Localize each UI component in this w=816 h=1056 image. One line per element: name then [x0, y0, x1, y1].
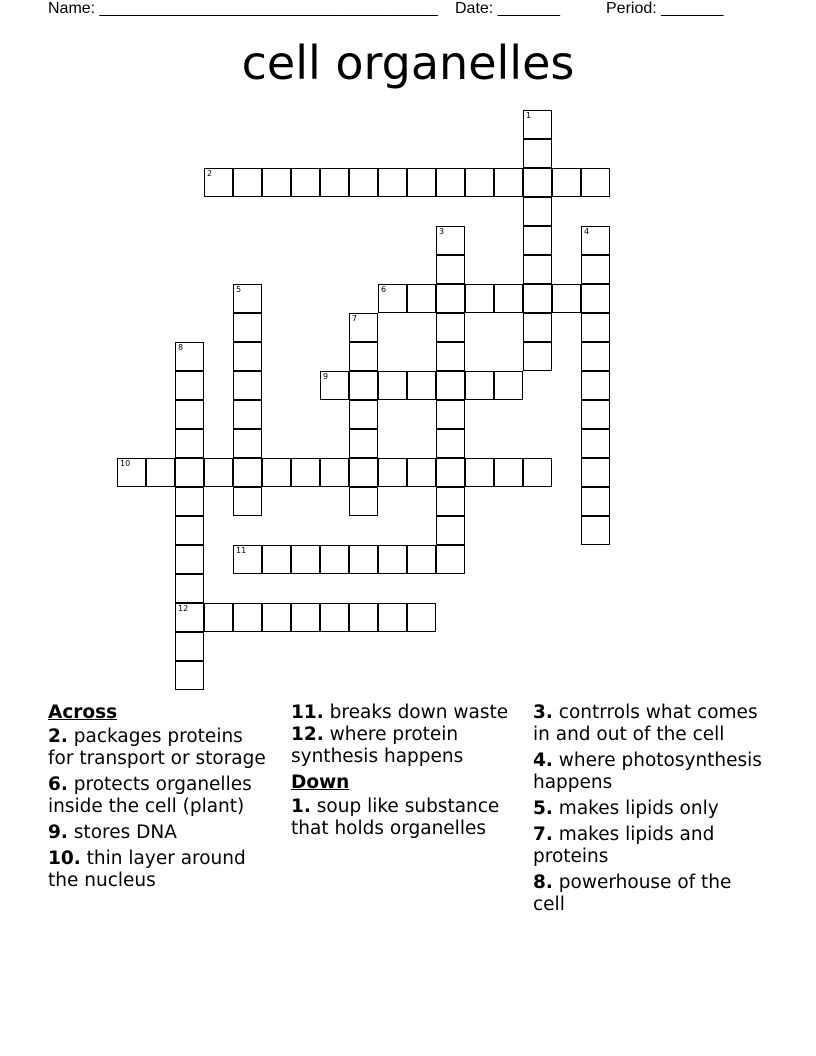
clue-text: stores DNA — [73, 822, 177, 843]
crossword-cell[interactable] — [378, 458, 407, 487]
clue-text: makes lipids only — [558, 798, 719, 819]
crossword-cell[interactable] — [378, 603, 407, 632]
period-field[interactable]: Period: _______ — [606, 0, 724, 17]
crossword-cell[interactable] — [175, 400, 204, 429]
cell-number: 6 — [381, 285, 387, 294]
crossword-cell[interactable] — [523, 458, 552, 487]
crossword-cell[interactable] — [581, 458, 610, 487]
across-clue-12 — [291, 724, 516, 768]
crossword-cell[interactable] — [436, 371, 465, 400]
down-clue-4 — [533, 750, 763, 794]
crossword-cell[interactable] — [581, 226, 610, 255]
clue-number: 3. — [533, 702, 553, 723]
crossword-cell[interactable] — [349, 168, 378, 197]
crossword-cell[interactable] — [494, 168, 523, 197]
down-clue-3 — [533, 702, 763, 746]
crossword-cell[interactable] — [552, 168, 581, 197]
down-clue-5 — [533, 798, 763, 820]
crossword-cell[interactable] — [523, 110, 552, 139]
clue-number: 12. — [291, 724, 324, 745]
crossword-cell[interactable] — [233, 400, 262, 429]
cell-number: 9 — [323, 372, 329, 381]
cell-number: 10 — [120, 459, 131, 468]
crossword-cell[interactable] — [378, 168, 407, 197]
crossword-cell[interactable] — [320, 603, 349, 632]
crossword-cell[interactable] — [175, 574, 204, 603]
crossword-cell[interactable] — [204, 603, 233, 632]
cell-number: 5 — [236, 285, 242, 294]
crossword-cell[interactable] — [349, 603, 378, 632]
crossword-cell[interactable] — [233, 545, 262, 574]
clue-text: soup like substance that holds organelles — [291, 796, 500, 839]
crossword-cell[interactable] — [465, 458, 494, 487]
clues-column-3 — [533, 702, 763, 920]
crossword-cell[interactable] — [262, 168, 291, 197]
clue-text: contrrols what comes in and out of the cell — [533, 702, 758, 745]
across-heading: Across — [48, 702, 118, 723]
crossword-cell[interactable] — [581, 313, 610, 342]
crossword-cell[interactable] — [262, 458, 291, 487]
crossword-cell[interactable] — [436, 313, 465, 342]
crossword-cell[interactable] — [436, 516, 465, 545]
crossword-cell[interactable] — [407, 545, 436, 574]
crossword-cell[interactable] — [407, 371, 436, 400]
crossword-cell[interactable] — [552, 284, 581, 313]
crossword-cell[interactable] — [407, 603, 436, 632]
crossword-cell[interactable] — [581, 284, 610, 313]
down-heading: Down — [291, 772, 350, 793]
crossword-cell[interactable] — [581, 371, 610, 400]
down-clue-7 — [533, 824, 763, 868]
page-title: cell organelles — [241, 36, 575, 90]
crossword-cell[interactable] — [320, 458, 349, 487]
crossword-cell[interactable] — [436, 487, 465, 516]
crossword-cell[interactable] — [204, 458, 233, 487]
crossword-cell[interactable] — [436, 255, 465, 284]
crossword-cell[interactable] — [523, 313, 552, 342]
crossword-cell[interactable] — [523, 168, 552, 197]
crossword-cell[interactable] — [233, 603, 262, 632]
crossword-cell[interactable] — [349, 313, 378, 342]
crossword-cell[interactable] — [175, 632, 204, 661]
crossword-cell[interactable] — [349, 371, 378, 400]
cell-number: 11 — [236, 546, 247, 555]
crossword-cell[interactable] — [291, 603, 320, 632]
name-field[interactable]: Name: ______________________________________ — [48, 0, 438, 17]
crossword-cell[interactable] — [175, 429, 204, 458]
crossword-cell[interactable] — [581, 429, 610, 458]
across-clue-11 — [291, 702, 516, 724]
crossword-cell[interactable] — [523, 226, 552, 255]
clue-number: 9. — [48, 822, 68, 843]
crossword-cell[interactable] — [233, 458, 262, 487]
crossword-cell[interactable] — [523, 139, 552, 168]
crossword-cell[interactable] — [494, 371, 523, 400]
clues-column-1 — [48, 702, 273, 896]
crossword-cell[interactable] — [465, 168, 494, 197]
crossword-cell[interactable] — [320, 545, 349, 574]
crossword-cell[interactable] — [436, 429, 465, 458]
crossword-cell[interactable] — [320, 371, 349, 400]
clue-text: where protein synthesis happens — [291, 724, 464, 767]
crossword-cell[interactable] — [581, 487, 610, 516]
crossword-cell[interactable] — [581, 255, 610, 284]
date-field[interactable]: Date: _______ — [455, 0, 560, 17]
crossword-cell[interactable] — [465, 284, 494, 313]
crossword-cell[interactable] — [233, 168, 262, 197]
crossword-cell[interactable] — [407, 458, 436, 487]
crossword-cell[interactable] — [175, 545, 204, 574]
crossword-cell[interactable] — [494, 458, 523, 487]
crossword-cell[interactable] — [233, 371, 262, 400]
clue-number: 6. — [48, 774, 68, 795]
crossword-cell[interactable] — [291, 458, 320, 487]
crossword-cell[interactable] — [262, 545, 291, 574]
crossword-cell[interactable] — [523, 284, 552, 313]
clue-number: 1. — [291, 796, 311, 817]
crossword-cell[interactable] — [175, 661, 204, 690]
crossword-cell[interactable] — [146, 458, 175, 487]
crossword-cell[interactable] — [436, 168, 465, 197]
crossword-cell[interactable] — [233, 487, 262, 516]
crossword-cell[interactable] — [523, 255, 552, 284]
crossword-cell[interactable] — [494, 284, 523, 313]
crossword-cell[interactable] — [436, 545, 465, 574]
across-clue-10 — [48, 848, 273, 892]
cell-number: 1 — [526, 111, 532, 120]
cell-number: 3 — [439, 227, 445, 236]
crossword-cell[interactable] — [204, 168, 233, 197]
clue-number: 10. — [48, 848, 81, 869]
crossword-cell[interactable] — [291, 168, 320, 197]
crossword-cell[interactable] — [407, 284, 436, 313]
cell-number: 8 — [178, 343, 184, 352]
crossword-cell[interactable] — [581, 516, 610, 545]
across-clue-9 — [48, 822, 273, 844]
crossword-cell[interactable] — [175, 603, 204, 632]
down-clue-1 — [291, 796, 516, 840]
crossword-cell[interactable] — [523, 197, 552, 226]
crossword-cell[interactable] — [407, 168, 436, 197]
clue-number: 8. — [533, 872, 553, 893]
cell-number: 4 — [584, 227, 590, 236]
crossword-cell[interactable] — [320, 168, 349, 197]
across-clue-6 — [48, 774, 273, 818]
crossword-cell[interactable] — [175, 371, 204, 400]
crossword-cell[interactable] — [233, 429, 262, 458]
across-clue-2 — [48, 726, 273, 770]
clue-text: packages proteins for transport or storage — [48, 726, 266, 769]
clue-number: 2. — [48, 726, 68, 747]
crossword-cell[interactable] — [291, 545, 320, 574]
crossword-cell[interactable] — [233, 342, 262, 371]
crossword-cell[interactable] — [175, 487, 204, 516]
crossword-cell[interactable] — [378, 284, 407, 313]
crossword-cell[interactable] — [233, 313, 262, 342]
clue-number: 4. — [533, 750, 553, 771]
crossword-cell[interactable] — [378, 545, 407, 574]
crossword-cell[interactable] — [175, 342, 204, 371]
clue-number: 5. — [533, 798, 553, 819]
crossword-cell[interactable] — [349, 342, 378, 371]
clue-text: makes lipids and proteins — [533, 824, 715, 867]
crossword-cell[interactable] — [262, 603, 291, 632]
clue-number: 7. — [533, 824, 553, 845]
crossword-cell[interactable] — [233, 284, 262, 313]
crossword-cell[interactable] — [436, 284, 465, 313]
clue-text: where photosynthesis happens — [533, 750, 762, 793]
crossword-cell[interactable] — [349, 545, 378, 574]
crossword-cell[interactable] — [175, 458, 204, 487]
crossword-cell[interactable] — [117, 458, 146, 487]
crossword-cell[interactable] — [175, 516, 204, 545]
crossword-cell[interactable] — [378, 371, 407, 400]
cell-number: 2 — [207, 169, 213, 178]
crossword-cell[interactable] — [436, 342, 465, 371]
crossword-cell[interactable] — [581, 342, 610, 371]
clues-column-2 — [291, 702, 516, 844]
crossword-cell[interactable] — [349, 458, 378, 487]
cell-number: 12 — [178, 604, 189, 613]
clue-text: breaks down waste — [329, 702, 509, 723]
clue-text: protects organelles inside the cell (plant) — [48, 774, 252, 817]
crossword-cell[interactable] — [349, 487, 378, 516]
crossword-cell[interactable] — [465, 371, 494, 400]
crossword-cell[interactable] — [349, 400, 378, 429]
crossword-cell[interactable] — [349, 429, 378, 458]
crossword-cell[interactable] — [523, 342, 552, 371]
clue-number: 11. — [291, 702, 324, 723]
down-clue-8 — [533, 872, 763, 916]
clue-text: thin layer around the nucleus — [48, 848, 246, 891]
cell-number: 7 — [352, 314, 358, 323]
crossword-cell[interactable] — [436, 226, 465, 255]
crossword-cell[interactable] — [581, 168, 610, 197]
clue-text: powerhouse of the cell — [533, 872, 732, 915]
crossword-cell[interactable] — [436, 400, 465, 429]
crossword-cell[interactable] — [581, 400, 610, 429]
crossword-cell[interactable] — [436, 458, 465, 487]
